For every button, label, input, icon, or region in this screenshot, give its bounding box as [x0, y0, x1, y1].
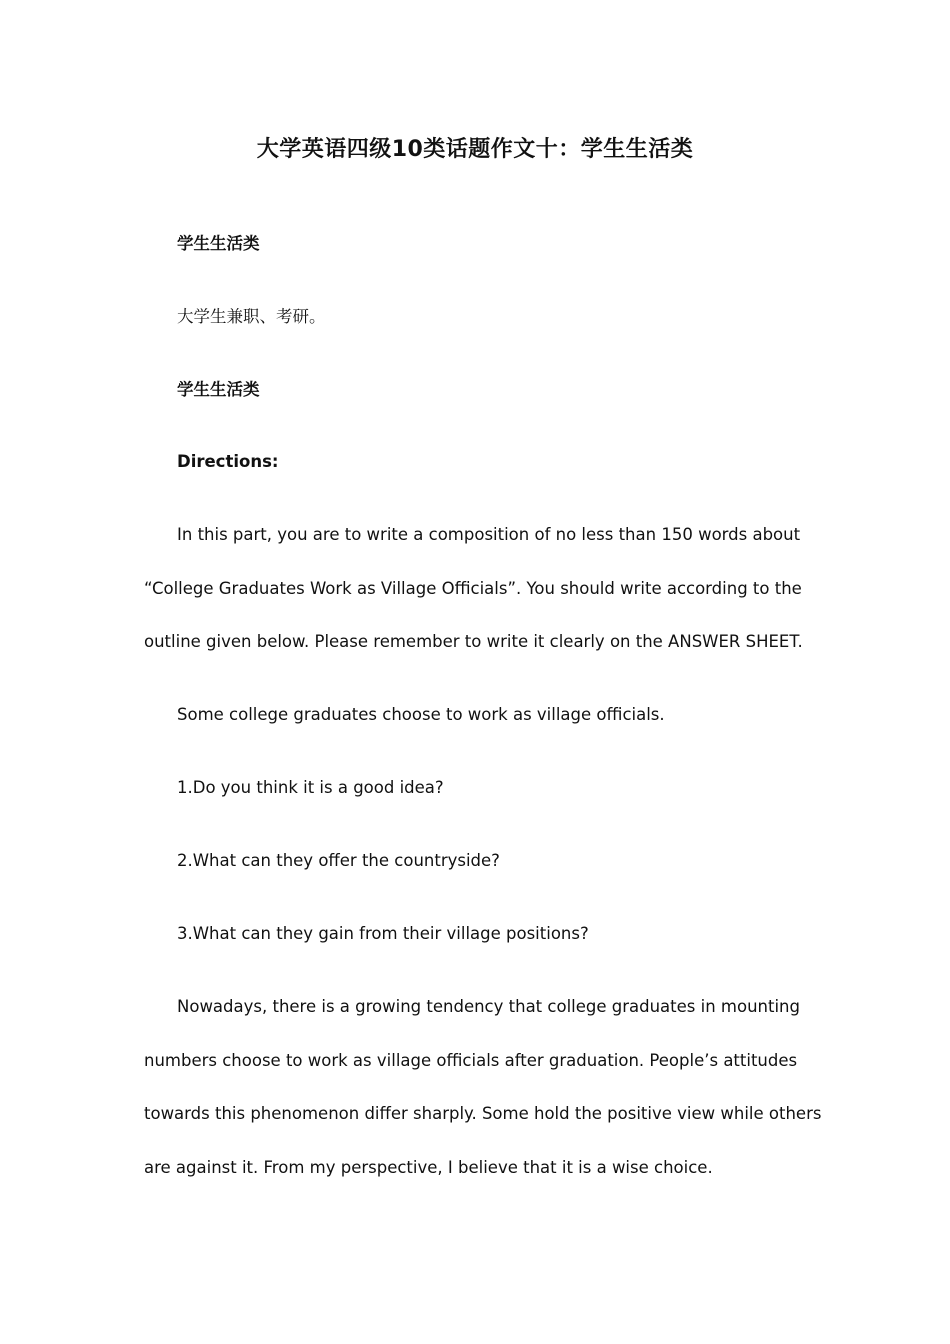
document-title: 大学英语四级10类话题作文十：学生生活类 — [256, 137, 694, 162]
outline-item: 3.What can they gain from their village positions? — [177, 924, 589, 943]
outline-item: 1.Do you think it is a good idea? — [177, 778, 444, 797]
section-heading: 学生生活类 — [177, 380, 260, 399]
intro-text: 大学生兼职、考研。 — [177, 307, 326, 326]
section-heading: 学生生活类 — [177, 234, 260, 253]
directions-label: Directions: — [177, 452, 279, 471]
directions-text: In this part, you are to write a composition of no less than 150 words about “College Graduates Work as Village Officials”. You should write according to the outline given below. Please remember to write it clearly on the ANSWER SHEET. — [144, 525, 803, 651]
essay-paragraph: Nowadays, there is a growing tendency that college graduates in mounting numbers choose to work as village officials after graduation. People’s attitudes towards this phenomenon differ sharply. Some hold the positive view while others are against it. From my perspective, I believe that it is a wise choice. — [144, 997, 822, 1177]
prompt-text: Some college graduates choose to work as village officials. — [177, 705, 665, 724]
outline-item: 2.What can they offer the countryside? — [177, 851, 500, 870]
